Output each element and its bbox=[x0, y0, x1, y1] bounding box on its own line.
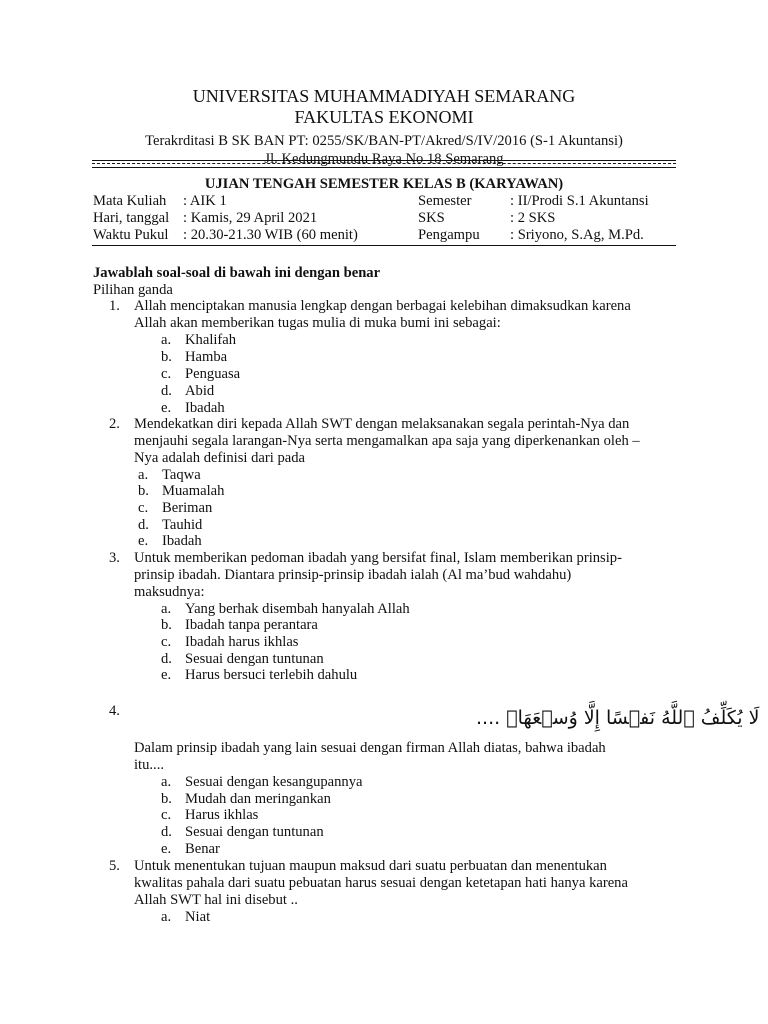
option-text: Sesuai dengan kesangupannya bbox=[185, 774, 363, 790]
option-letter: a. bbox=[161, 909, 172, 925]
option-3a[interactable] bbox=[161, 601, 410, 618]
option-letter: a. bbox=[161, 601, 172, 617]
course-value: : AIK 1 bbox=[183, 193, 227, 209]
question-4 bbox=[134, 740, 675, 774]
option-letter: a. bbox=[138, 467, 149, 483]
option-text: Hamba bbox=[185, 349, 228, 365]
question-2 bbox=[109, 416, 675, 467]
option-letter: d. bbox=[161, 824, 172, 840]
time-value: : 20.30-21.30 WIB (60 menit) bbox=[183, 227, 358, 243]
course-label: Mata Kuliah bbox=[93, 193, 167, 209]
letterhead bbox=[92, 86, 676, 168]
option-text: Yang berhak disembah hanyalah Allah bbox=[185, 601, 410, 617]
option-text: Ibadah tanpa perantara bbox=[185, 617, 318, 633]
info-row bbox=[93, 210, 676, 227]
option-2c[interactable] bbox=[138, 500, 212, 517]
option-2d[interactable] bbox=[138, 517, 202, 534]
date-label: Hari, tanggal bbox=[93, 210, 170, 226]
question-number: 3. bbox=[109, 550, 120, 566]
option-letter: a. bbox=[161, 774, 172, 790]
university-name: UNIVERSITAS MUHAMMADIYAH SEMARANG bbox=[192, 86, 576, 106]
info-row bbox=[93, 227, 676, 244]
option-text: Penguasa bbox=[185, 366, 241, 382]
option-letter: b. bbox=[138, 483, 149, 499]
question-text-line: Allah akan memberikan tugas mulia di muka bumi ini sebagai: bbox=[134, 315, 501, 331]
info-row bbox=[93, 193, 676, 210]
question-number: 5. bbox=[109, 858, 120, 874]
option-3d[interactable] bbox=[161, 651, 324, 668]
lecturer-value: : Sriyono, S.Ag, M.Pd. bbox=[510, 227, 644, 243]
option-text: Taqwa bbox=[162, 467, 201, 483]
option-text: Ibadah bbox=[162, 533, 202, 549]
question-text-line: kwalitas pahala dari suatu pebuatan harus sesuai dengan ketetapan hati hanya karena bbox=[134, 875, 628, 891]
option-letter: b. bbox=[161, 617, 172, 633]
option-letter: e. bbox=[161, 841, 172, 857]
question-text-line: Mendekatkan diri kepada Allah SWT dengan melaksanakan segala perintah-Nya dan bbox=[134, 416, 630, 432]
exam-info-table bbox=[93, 193, 676, 244]
option-text: Abid bbox=[185, 383, 215, 399]
option-2e[interactable] bbox=[138, 533, 202, 550]
option-5a[interactable] bbox=[161, 909, 210, 926]
sks-value: : 2 SKS bbox=[510, 210, 556, 226]
option-letter: e. bbox=[138, 533, 149, 549]
option-text: Sesuai dengan tuntunan bbox=[185, 651, 324, 667]
question-text-line: itu.... bbox=[134, 757, 164, 773]
option-text: Ibadah bbox=[185, 400, 225, 416]
question-5 bbox=[109, 858, 675, 909]
option-1d[interactable] bbox=[161, 383, 214, 400]
option-3b[interactable] bbox=[161, 617, 318, 634]
option-4a[interactable] bbox=[161, 774, 363, 791]
option-4c[interactable] bbox=[161, 807, 258, 824]
semester-label: Semester bbox=[418, 193, 472, 209]
question-text-line: Untuk memberikan pedoman ibadah yang bersifat final, Islam memberikan prinsip- bbox=[134, 550, 622, 566]
option-4e[interactable] bbox=[161, 841, 220, 858]
option-letter: a. bbox=[161, 332, 172, 348]
option-letter: d. bbox=[138, 517, 149, 533]
question-3 bbox=[109, 550, 675, 601]
option-letter: c. bbox=[161, 807, 172, 823]
option-letter: e. bbox=[161, 667, 172, 683]
option-text: Harus bersuci terlebih dahulu bbox=[185, 667, 358, 683]
semester-value: : II/Prodi S.1 Akuntansi bbox=[510, 193, 649, 209]
option-4d[interactable] bbox=[161, 824, 324, 841]
question-number: 1. bbox=[109, 298, 120, 314]
option-2a[interactable] bbox=[138, 467, 201, 484]
option-text: Beriman bbox=[162, 500, 213, 516]
option-1e[interactable] bbox=[161, 400, 225, 417]
option-letter: b. bbox=[161, 349, 172, 365]
option-text: Khalifah bbox=[185, 332, 237, 348]
option-text: Sesuai dengan tuntunan bbox=[185, 824, 324, 840]
arabic-verse: لَا يُكَلِّفُ ٱللَّهُ نَفۡسًا إِلَّا وُسۡعَهَاۚ .... bbox=[476, 707, 760, 729]
question-text-line: menjauhi segala larangan-Nya serta mengamalkan apa saja yang diperkenankan oleh – bbox=[134, 433, 640, 449]
question-number: 4. bbox=[109, 703, 120, 719]
option-1c[interactable] bbox=[161, 366, 240, 383]
lecturer-label: Pengampu bbox=[418, 227, 480, 243]
option-2b[interactable] bbox=[138, 483, 224, 500]
question-number: 2. bbox=[109, 416, 120, 432]
option-3e[interactable] bbox=[161, 667, 357, 684]
question-1 bbox=[109, 298, 675, 332]
option-text: Niat bbox=[185, 909, 211, 925]
option-4b[interactable] bbox=[161, 791, 331, 808]
option-letter: c. bbox=[138, 500, 149, 516]
question-text-line: maksudnya: bbox=[134, 584, 205, 600]
time-label: Waktu Pukul bbox=[93, 227, 169, 243]
accreditation-line: Terakrditasi B SK BAN PT: 0255/SK/BAN-PT/Akred/S/IV/2016 (S-1 Akuntansi) bbox=[145, 133, 623, 149]
address-line: Jl. Kedungmundu Raya No 18 Semarang bbox=[264, 151, 504, 167]
option-letter: c. bbox=[161, 634, 172, 650]
option-letter: c. bbox=[161, 366, 172, 382]
sks-label: SKS bbox=[418, 210, 445, 226]
option-letter: e. bbox=[161, 400, 172, 416]
option-letter: d. bbox=[161, 651, 172, 667]
question-text-line: prinsip ibadah. Diantara prinsip-prinsip ibadah ialah (Al ma’bud wahdahu) bbox=[134, 567, 572, 583]
question-text-line: Allah menciptakan manusia lengkap dengan berbagai kelebihan dimaksudkan karena bbox=[134, 298, 631, 314]
question-text-line: Nya adalah definisi dari pada bbox=[134, 450, 305, 466]
section-label: Pilihan ganda bbox=[93, 282, 173, 298]
faculty-name: FAKULTAS EKONOMI bbox=[294, 107, 474, 127]
question-text-line: Dalam prinsip ibadah yang lain sesuai dengan firman Allah diatas, bahwa ibadah bbox=[134, 740, 606, 756]
header-divider bbox=[92, 160, 676, 168]
option-text: Tauhid bbox=[162, 517, 203, 533]
question-text-line: Untuk menentukan tujuan maupun maksud dari suatu perbuatan dan menentukan bbox=[134, 858, 607, 874]
option-letter: d. bbox=[161, 383, 172, 399]
option-text: Ibadah harus ikhlas bbox=[185, 634, 299, 650]
option-text: Mudah dan meringankan bbox=[185, 791, 331, 807]
option-text: Benar bbox=[185, 841, 220, 857]
exam-title: UJIAN TENGAH SEMESTER KELAS B (KARYAWAN) bbox=[204, 176, 564, 192]
option-1a[interactable] bbox=[161, 332, 236, 349]
option-letter: b. bbox=[161, 791, 172, 807]
option-text: Harus ikhlas bbox=[185, 807, 259, 823]
option-1b[interactable] bbox=[161, 349, 227, 366]
option-text: Muamalah bbox=[162, 483, 225, 499]
info-divider bbox=[92, 245, 676, 246]
instruction-heading: Jawablah soal-soal di bawah ini dengan benar bbox=[93, 265, 381, 281]
option-3c[interactable] bbox=[161, 634, 298, 651]
date-value: : Kamis, 29 April 2021 bbox=[183, 210, 318, 226]
question-text-line: Allah SWT hal ini disebut .. bbox=[134, 892, 298, 908]
